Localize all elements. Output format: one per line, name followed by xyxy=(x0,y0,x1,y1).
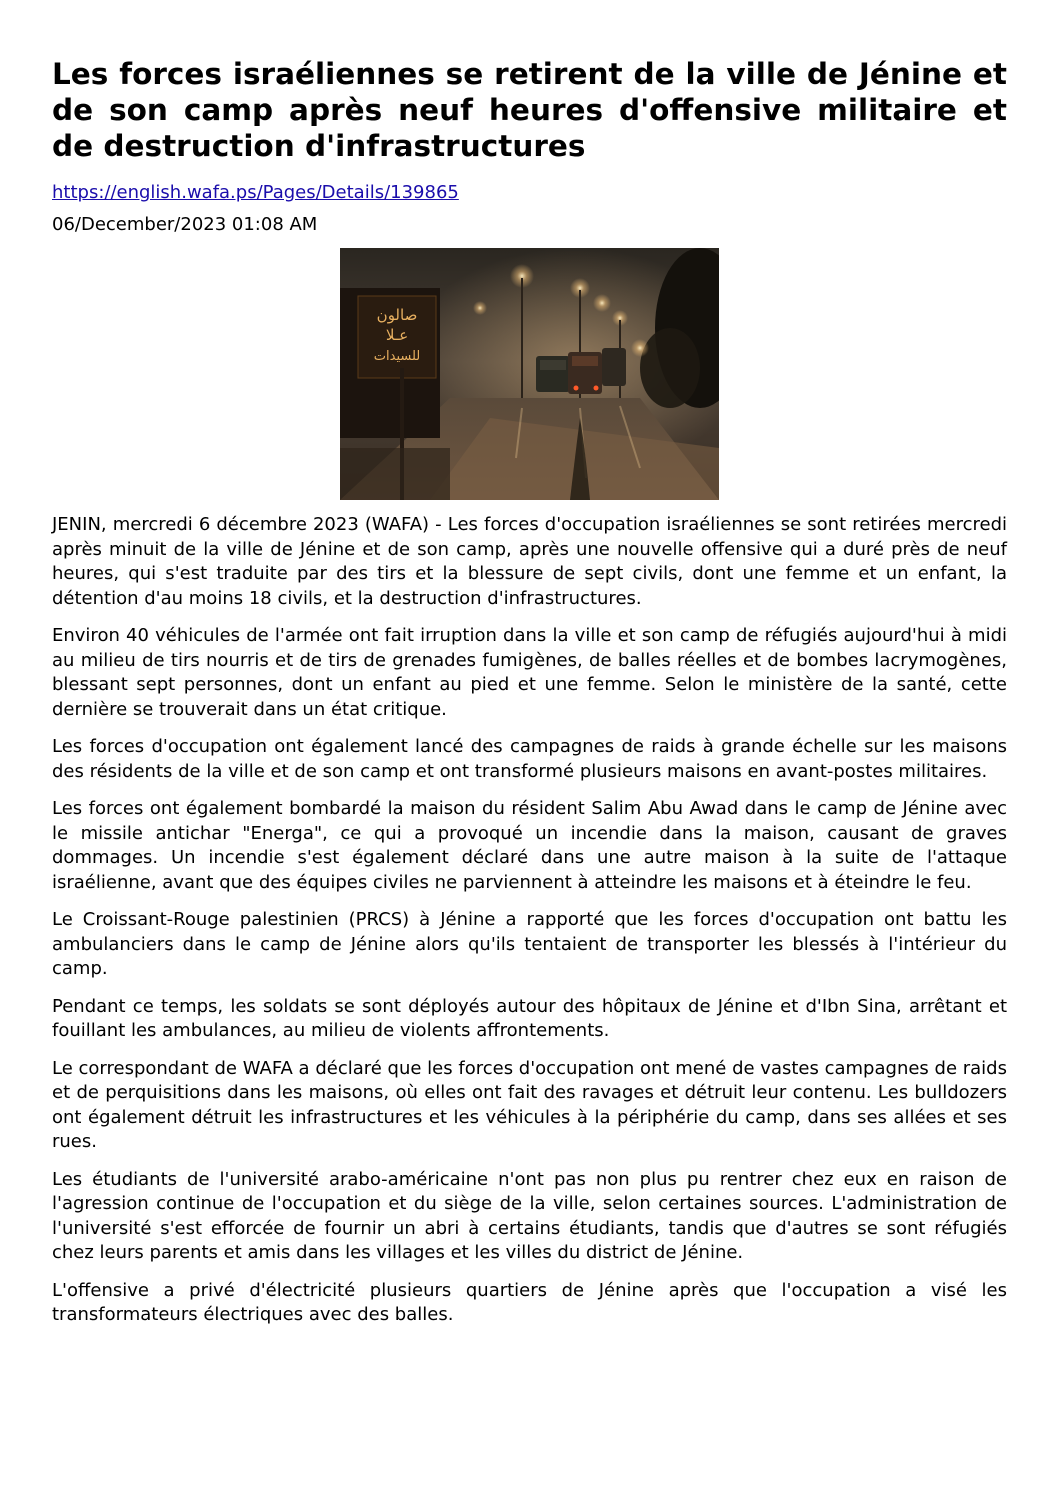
paragraph: Les étudiants de l'université arabo-américaine n'ont pas non plus pu rentrer chez eux en raison de l'agression continue de l'occupation et du siège de la ville, selon certaines sources. L'administration de l'université s'est efforcée de fournir un abri à certains étudiants, tandis que d'autres se sont réfugiés chez leurs parents et amis dans les villages et les villes du district de Jénine. xyxy=(52,1168,1007,1263)
article-title: Les forces israéliennes se retirent de la ville de Jénine et de son camp après neuf heures d'offensive militaire et de destruction d'infrastructures xyxy=(52,57,1007,163)
sign-line-3: للسيدات xyxy=(373,349,421,364)
paragraph: Environ 40 véhicules de l'armée ont fait irruption dans la ville et son camp de réfugiés aujourd'hui à midi au milieu de tirs nourris et de tirs de grenades fumigènes, de balles réelles et de bombes lacrymogènes, blessant sept personnes, dont un enfant au pied et une femme. Selon le ministère de la santé, cette dernière se trouverait dans un état critique. xyxy=(52,625,1007,720)
paragraph: Les forces d'occupation ont également lancé des campagnes de raids à grande échelle sur les maisons des résidents de la ville et de son camp et ont transformé plusieurs maisons en avant-postes militaires. xyxy=(52,736,1007,782)
source-link[interactable]: https://english.wafa.ps/Pages/Details/139865 xyxy=(52,182,459,203)
paragraph: Le correspondant de WAFA a déclaré que les forces d'occupation ont mené de vastes campagnes de raids et de perquisitions dans les maisons, où elles ont fait des ravages et détruit leur contenu. Les bulldozers ont également détruit les infrastructures et les véhicules à la périphérie du camp, dans ses allées et ses rues. xyxy=(52,1057,1007,1152)
article xyxy=(52,56,1007,1341)
article-date: 06/December/2023 01:08 AM xyxy=(52,214,318,235)
paragraph: Les forces ont également bombardé la maison du résident Salim Abu Awad dans le camp de Jénine avec le missile antichar "Energa", ce qui a provoqué un incendie dans la maison, causant de graves dommages. Un incendie s'est également déclaré dans une autre maison à la suite de l'attaque israélienne, avant que des équipes civiles ne parviennent à atteindre les maisons et à éteindre le feu. xyxy=(52,798,1007,893)
paragraph: JENIN, mercredi 6 décembre 2023 (WAFA) - Les forces d'occupation israéliennes se sont retirées mercredi après minuit de la ville de Jénine et de son camp, après une nouvelle offensive qui a duré près de neuf heures, qui s'est traduite par des tirs et la blessure de sept civils, dont une femme et un enfant, la détention d'au moins 18 civils, et la destruction d'infrastructures. xyxy=(52,514,1007,609)
article-photo xyxy=(340,248,719,500)
sign-line-1: صالون xyxy=(376,306,418,324)
sign-line-2: عـلا xyxy=(385,326,409,344)
article-body xyxy=(52,513,1007,1328)
paragraph: L'offensive a privé d'électricité plusieurs quartiers de Jénine après que l'occupation a visé les transformateurs électriques avec des balles. xyxy=(52,1279,1007,1325)
paragraph: Pendant ce temps, les soldats se sont déployés autour des hôpitaux de Jénine et d'Ibn Sina, arrêtant et fouillant les ambulances, au milieu de violents affrontements. xyxy=(52,995,1007,1041)
night-street-photo xyxy=(340,248,719,500)
paragraph: Le Croissant-Rouge palestinien (PRCS) à Jénine a rapporté que les forces d'occupation ont battu les ambulanciers dans le camp de Jénine alors qu'ils tentaient de transporter les blessés à l'intérieur du camp. xyxy=(52,909,1007,979)
